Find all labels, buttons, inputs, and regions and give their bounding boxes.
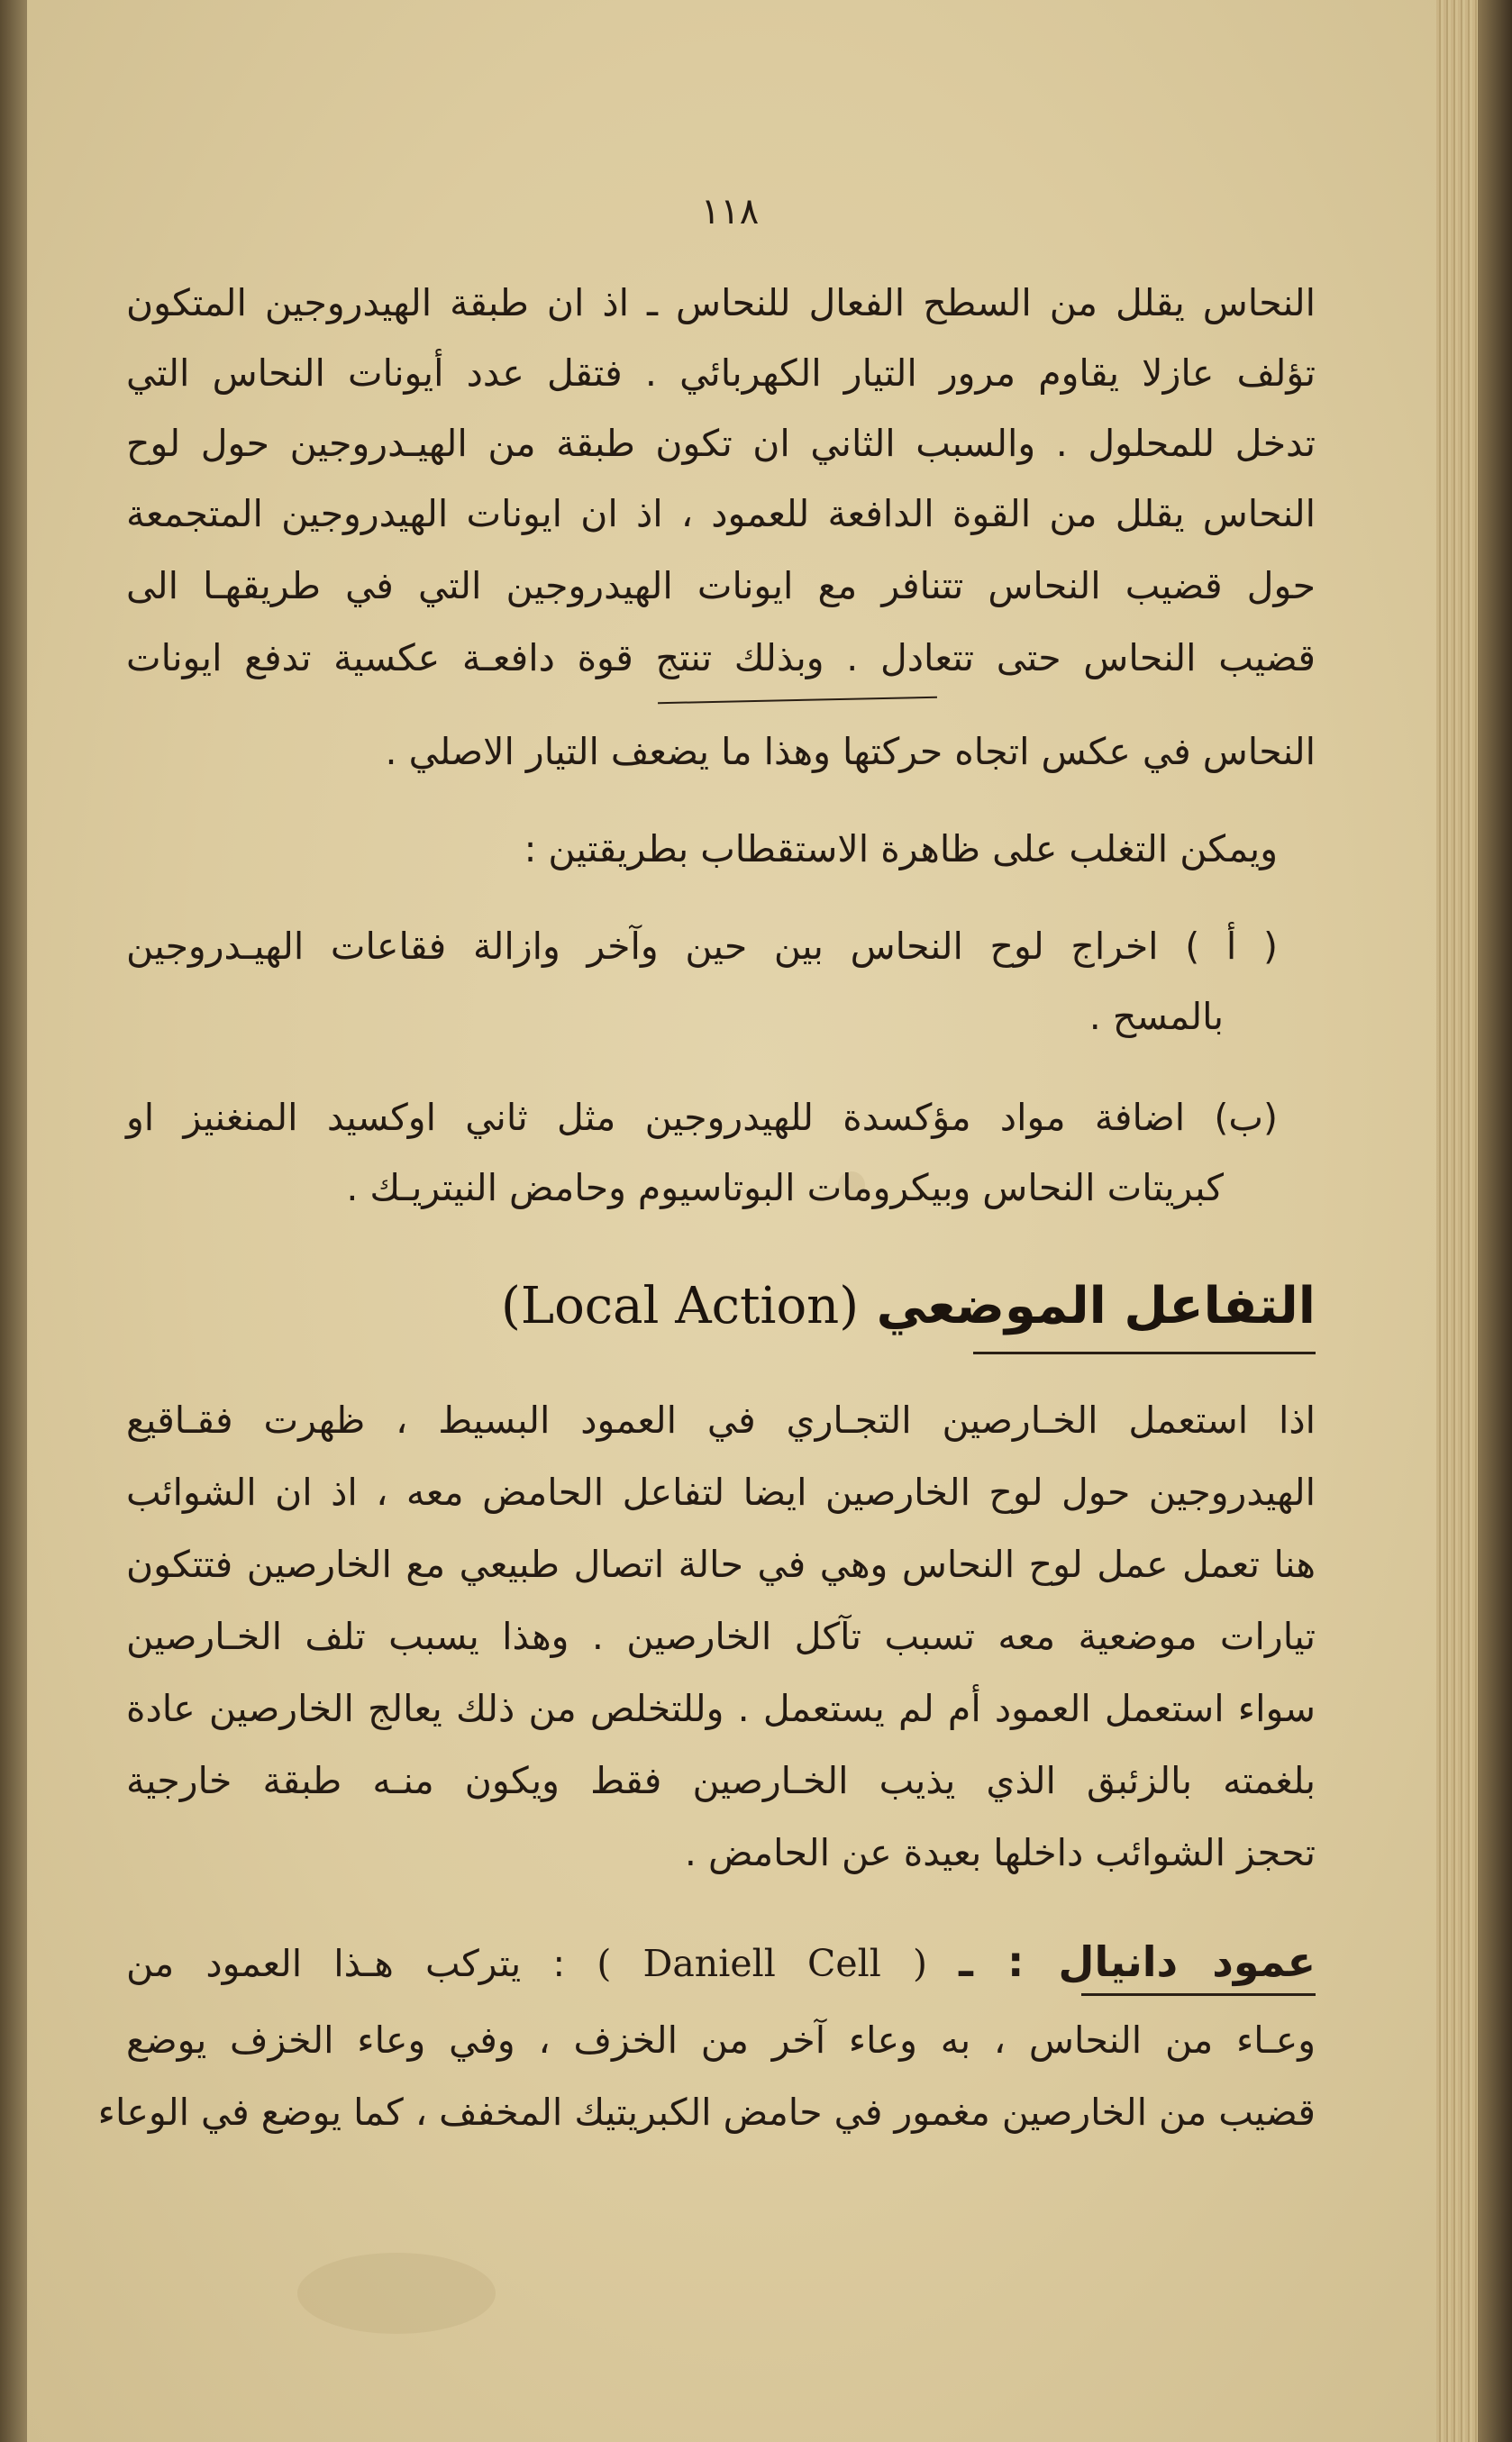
- daniell-cell-text: : يتركب هـذا العمود من: [126, 1942, 566, 1985]
- page-edges: [1436, 0, 1478, 2442]
- paragraph-3-line-6: بلغمته بالزئبق الذي يذيب الخـارصين فقط ويكون منـه طبقة خارجية: [126, 1759, 1316, 1802]
- list-item-b-line-1: (ب) اضافة مواد مؤكسدة للهيدروجين مثل ثاني اوكسيد المنغنيز او: [126, 1096, 1278, 1139]
- list-item-a-line-1: ( أ ) اخراج لوح النحاس بين حين وآخر وازالة فقاعات الهيـدروجين: [126, 925, 1278, 968]
- paragraph-1-line-7: النحاس في عكس اتجاه حركتها وهذا ما يضعف التيار الاصلي .: [385, 730, 1316, 773]
- paper-stain: [297, 2253, 496, 2334]
- daniell-cell-title: عمود دانيال : ـ: [959, 1937, 1316, 1986]
- paragraph-1-line-1: النحاس يقلل من السطح الفعال للنحاس ـ اذ ان طبقة الهيدروجين المتكون: [126, 281, 1316, 324]
- section-heading-latin: (Local Action): [501, 1277, 860, 1335]
- daniell-cell-latin: ( Daniell Cell ): [597, 1942, 927, 1985]
- paragraph-3-line-4: تيارات موضعية معه تسبب تآكل الخارصين . وهذا يسبب تلف الخـارصين: [126, 1615, 1316, 1658]
- list-item-b-line-2: كبريتات النحاس وبيكرومات البوتاسيوم وحامض النيتريـك .: [346, 1166, 1224, 1209]
- section-heading: [501, 1271, 1316, 1352]
- paragraph-1-line-6: قضيب النحاس حتى تتعادل . وبذلك تنتج قوة دافعـة عكسية تدفع ايونات: [126, 636, 1316, 679]
- list-item-a-line-2: بالمسح .: [1088, 995, 1224, 1038]
- book-cover-edge: [1478, 0, 1512, 2442]
- paragraph-4-line-2: قضيب من الخارصين مغمور في حامض الكبريتيك المخفف ، كما يوضع في الوعاء: [97, 2091, 1316, 2134]
- paragraph-3-line-7: تحجز الشوائب داخلها بعيدة عن الحامض .: [684, 1831, 1316, 1874]
- daniell-title-underline: [1081, 1993, 1316, 1996]
- paragraph-3-line-1: اذا استعمل الخـارصين التجـاري في العمود البسيط ، ظهرت فقـاقيع: [126, 1399, 1316, 1442]
- paragraph-3-line-3: هنا تعمل عمل لوح النحاس وهي في حالة اتصال طبيعي مع الخارصين فتتكون: [126, 1543, 1316, 1586]
- paragraph-1-line-5: حول قضيب النحاس تتنافر مع ايونات الهيدروجين التي في طريقهـا الى: [126, 564, 1316, 607]
- section-heading-arabic: التفاعل الموضعي: [876, 1277, 1316, 1335]
- paragraph-1-line-2: تؤلف عازلا يقاوم مرور التيار الكهربائي . فتقل عدد أيونات النحاس التي: [126, 351, 1316, 395]
- page-number: ١١٨: [700, 191, 760, 232]
- paragraph-2: ويمكن التغلب على ظاهرة الاستقطاب بطريقتين :: [524, 827, 1278, 870]
- daniell-cell-line: [126, 1930, 1316, 1993]
- paragraph-3-line-2: الهيدروجين حول لوح الخارصين ايضا لتفاعل الحامض معه ، اذ ان الشوائب: [126, 1471, 1316, 1514]
- paragraph-1-line-3: تدخل للمحلول . والسبب الثاني ان تكون طبقة من الهيـدروجين حول لوح: [126, 422, 1316, 465]
- heading-underline: [973, 1352, 1316, 1354]
- paragraph-3-line-5: سواء استعمل العمود أم لم يستعمل . وللتخلص من ذلك يعالج الخارصين عادة: [126, 1687, 1316, 1730]
- paragraph-1-line-4: النحاس يقلل من القوة الدافعة للعمود ، اذ ان ايونات الهيدروجين المتجمعة: [126, 492, 1316, 535]
- paragraph-4-line-1: وعـاء من النحاس ، به وعاء آخر من الخزف ، وفي وعاء الخزف يوضع: [126, 2018, 1316, 2062]
